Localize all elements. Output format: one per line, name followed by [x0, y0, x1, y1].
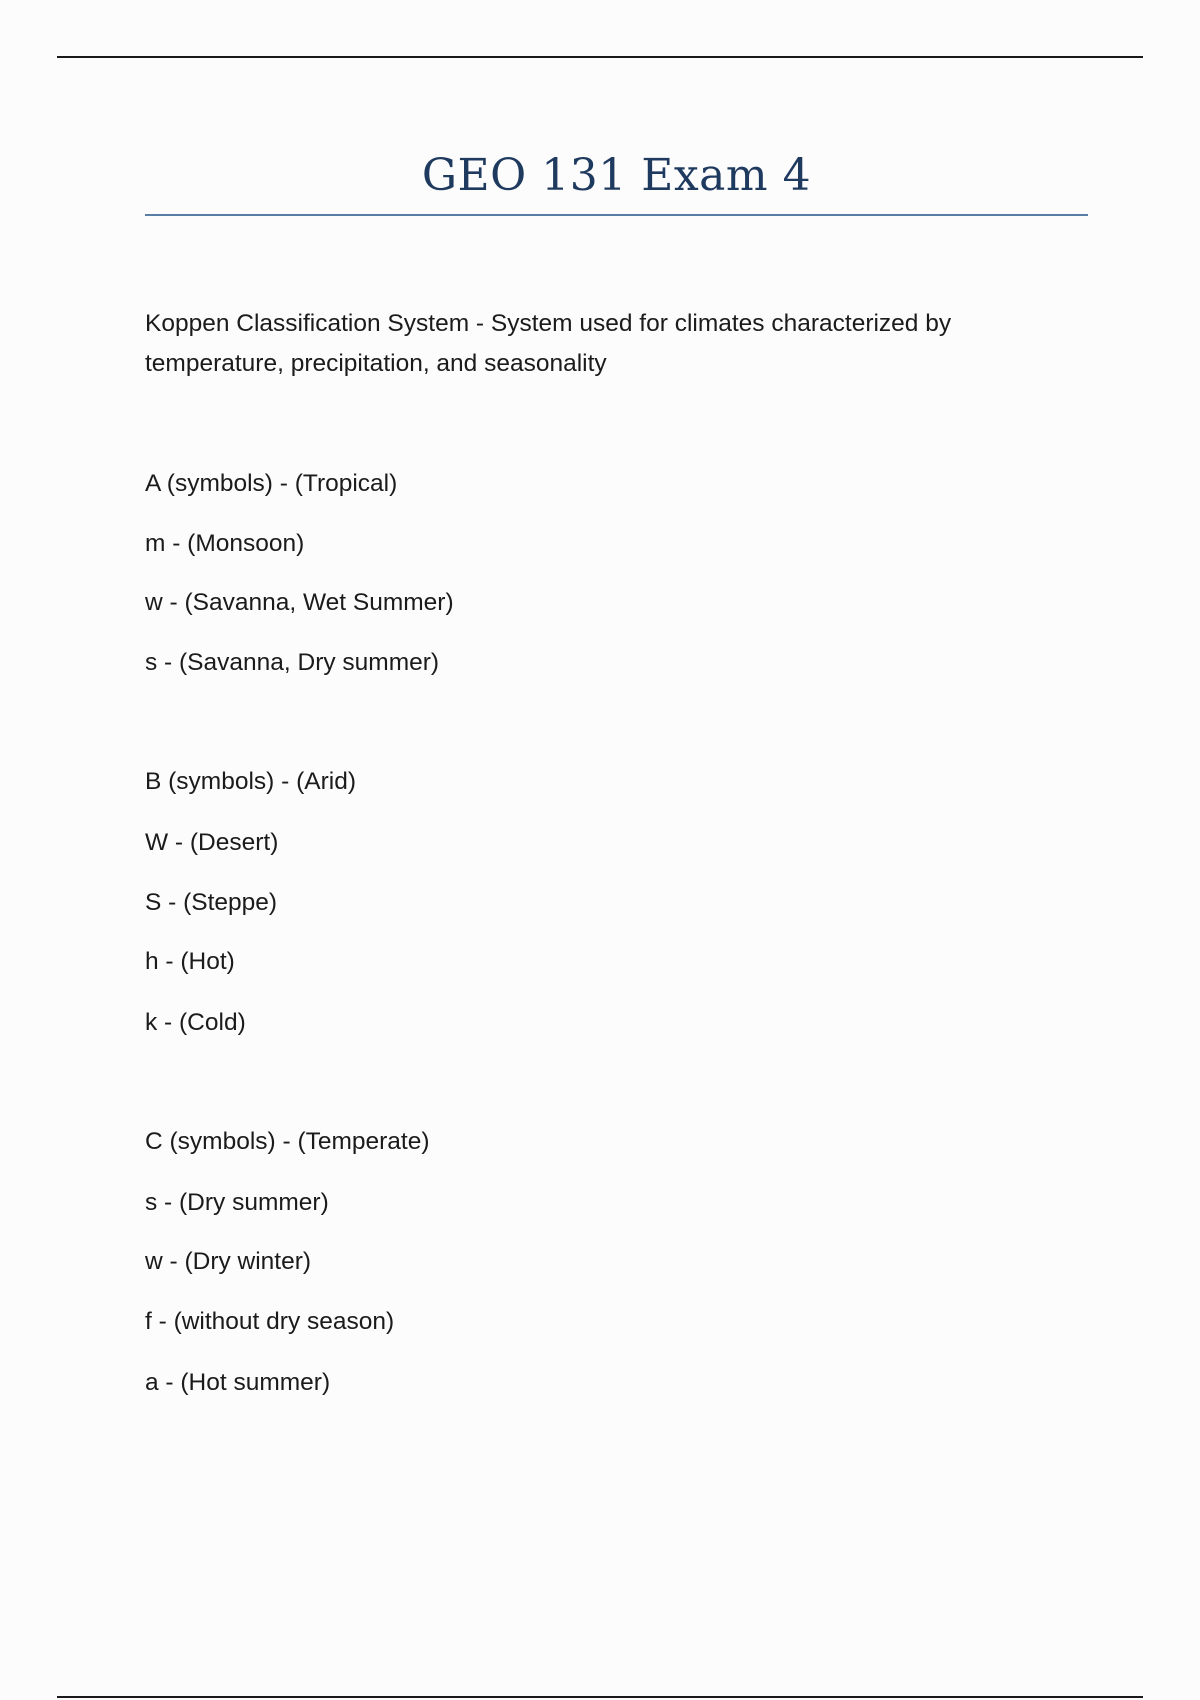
- group-c-item: w - (Dry winter): [145, 1248, 312, 1275]
- group-c-item: s - (Dry summer): [145, 1189, 329, 1216]
- group-b-item: W - (Desert): [145, 829, 279, 856]
- header-rule: [57, 56, 1143, 58]
- intro-paragraph: Koppen Classification System - System used for climates characterized by temperature, precipitation, and seasonality: [145, 310, 952, 377]
- group-a-item: m - (Monsoon): [145, 530, 305, 557]
- page-title: GEO 131 Exam 4: [421, 150, 812, 201]
- group-c-heading: C (symbols) - (Temperate): [145, 1128, 430, 1155]
- group-b-item: S - (Steppe): [145, 889, 278, 916]
- group-a-heading: A (symbols) - (Tropical): [145, 470, 398, 497]
- group-b-item: k - (Cold): [145, 1009, 246, 1036]
- group-b-item: h - (Hot): [145, 948, 235, 975]
- group-a-item: s - (Savanna, Dry summer): [145, 649, 440, 676]
- group-c-item: f - (without dry season): [145, 1308, 395, 1335]
- group-b-heading: B (symbols) - (Arid): [145, 768, 356, 795]
- group-a-item: w - (Savanna, Wet Summer): [145, 589, 454, 616]
- footer-rule: [57, 1696, 1143, 1698]
- group-c-item: a - (Hot summer): [145, 1369, 331, 1396]
- title-underline: [145, 214, 1088, 216]
